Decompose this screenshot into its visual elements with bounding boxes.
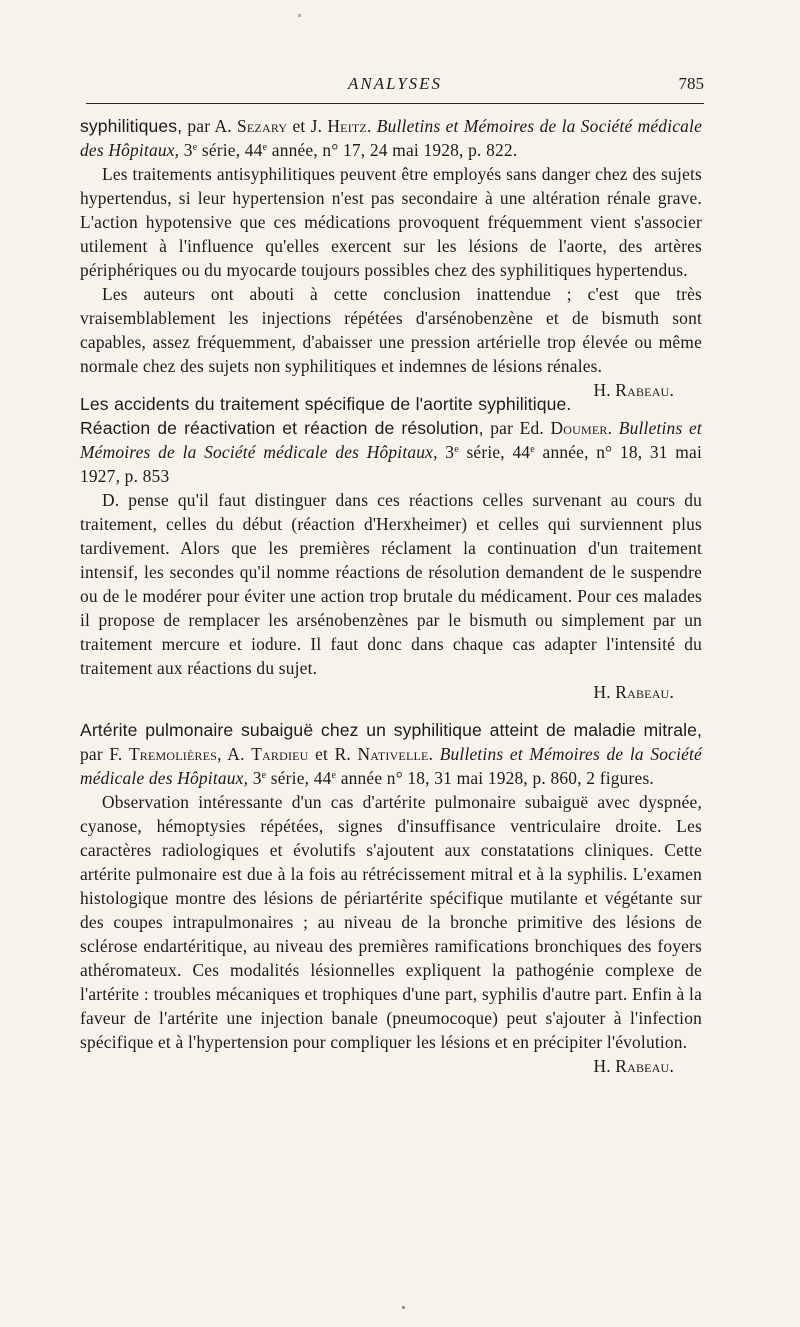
article-2-title: Les accidents du traitement spécifique de l'aortite syphilitique. Réaction de réactivation et réaction de résolution, (80, 394, 572, 438)
page-number: 785 (678, 74, 704, 93)
article-3-authors: F. Tremolières, A. Tardieu et R. Nativelle. (109, 744, 434, 764)
article-3-title: Artérite pulmonaire subaiguë chez un syphilitique atteint de maladie mitrale, (80, 720, 702, 740)
article-3-signature: H. Rabeau. (593, 1056, 674, 1076)
article-2-by: par (490, 418, 514, 438)
article-3-journal: Bulletins et Mémoires de la Société médicale des Hôpitaux, (80, 744, 702, 788)
printing-speck (298, 14, 301, 17)
article-1-details: 3e série, 44e année, n° 17, 24 mai 1928, p. 822. (183, 140, 518, 160)
article-3 (80, 718, 702, 1076)
article-1-by: par (187, 116, 211, 136)
article-1-reference (80, 114, 702, 162)
article-1-paragraph-2: Les auteurs ont abouti à cette conclusion inattendue ; c'est que très vraisemblablement les injections répétées d'arsénobenzène et de bismuth sont capables, assez fréquemment, d'abaisser une pression artérielle trop élevée ou même normale chez des sujets non syphilitiques et indemnes de lésions rénales. H. Rabeau. (80, 284, 702, 400)
article-2-details: 3e série, 44e année, n° 18, 31 mai 1927, p. 853 (80, 442, 702, 486)
article-2 (80, 392, 702, 704)
article-3-reference (80, 718, 702, 790)
article-2-signature: H. Rabeau. (593, 682, 674, 702)
article-1-journal: Bulletins et Mémoires de la Société médicale des Hôpitaux, (80, 116, 702, 160)
article-1 (80, 114, 702, 400)
article-2-reference (80, 392, 702, 488)
article-1-title: syphilitiques, (80, 116, 183, 136)
header-rule (86, 103, 704, 104)
article-2-paragraph-1: D. pense qu'il faut distinguer dans ces réactions celles survenant au cours du traitement, celles du début (réaction d'Herxheimer) et celles qui surviennent plus tardivement. Alors que les premières réclament la continuation d'un traitement intensif, les secondes qu'il nomme réactions de résolution demandent de le suspendre ou de le modérer pour éviter une action trop brutale du médicament. Pour ces malades il propose de remplacer les arsénobenzènes par le bismuth ou simplement par un traitement mercure et iodure. Il faut donc dans chaque cas adapter l'intensité du traitement aux réactions du sujet. (80, 490, 702, 678)
article-1-signature: H. Rabeau. (593, 380, 674, 400)
running-head (86, 74, 704, 102)
article-2-journal: Bulletins et Mémoires de la Société médicale des Hôpitaux, (80, 418, 702, 462)
article-1-paragraph-1: Les traitements antisyphilitiques peuvent être employés sans danger chez des sujets hypertendus, si leur hypertension n'est pas secondaire à une altération rénale grave. L'action hypotensive que ces médications provoquent fréquemment vient s'associer utilement à l'influence qu'elles exercent sur les lésions de l'aorte, des artères périphériques ou du myocarde toujours possibles chez des syphilitiques hypertendus. (80, 164, 702, 280)
article-2-authors: Ed. Doumer. (519, 418, 613, 438)
article-3-paragraph-1: Observation intéressante d'un cas d'artérite pulmonaire subaiguë avec dyspnée, cyanose, hémoptysies répétées, signes d'insuffisance ventriculaire droite. Les caractères radiologiques et évolutifs s'ajoutent aux constatations cliniques. Cette artérite pulmonaire est due à la fois au rétrécissement mitral et à la syphilis. L'examen histologique montre des lésions de périartérite spécifique mutilante et végétante sur des coupes intrapulmonaires ; au niveau de la bronche primitive des lésions de sclérose endartéritique, au niveau des premières ramifications bronchiques des foyers athéromateux. Ces modalités lésionnelles expliquent la pathogénie complexe de l'artérite : troubles mécaniques et trophiques d'une part, syphilis d'autre part. Enfin à la faveur de l'artérite une injection banale (pneumocoque) peut s'ajouter à l'infection spécifique et à l'hypertension pour compliquer les lésions et en précipiter l'évolution. H. Rabeau. (80, 792, 702, 1076)
running-head-title: ANALYSES (347, 74, 443, 93)
printing-speck-bottom (402, 1306, 405, 1309)
article-1-authors: A. Sezary et J. Heitz. (214, 116, 372, 136)
article-3-details: 3e série, 44e année n° 18, 31 mai 1928, p. 860, 2 figures. (252, 768, 654, 788)
page-body (80, 114, 702, 1078)
article-3-by: par (80, 744, 103, 764)
